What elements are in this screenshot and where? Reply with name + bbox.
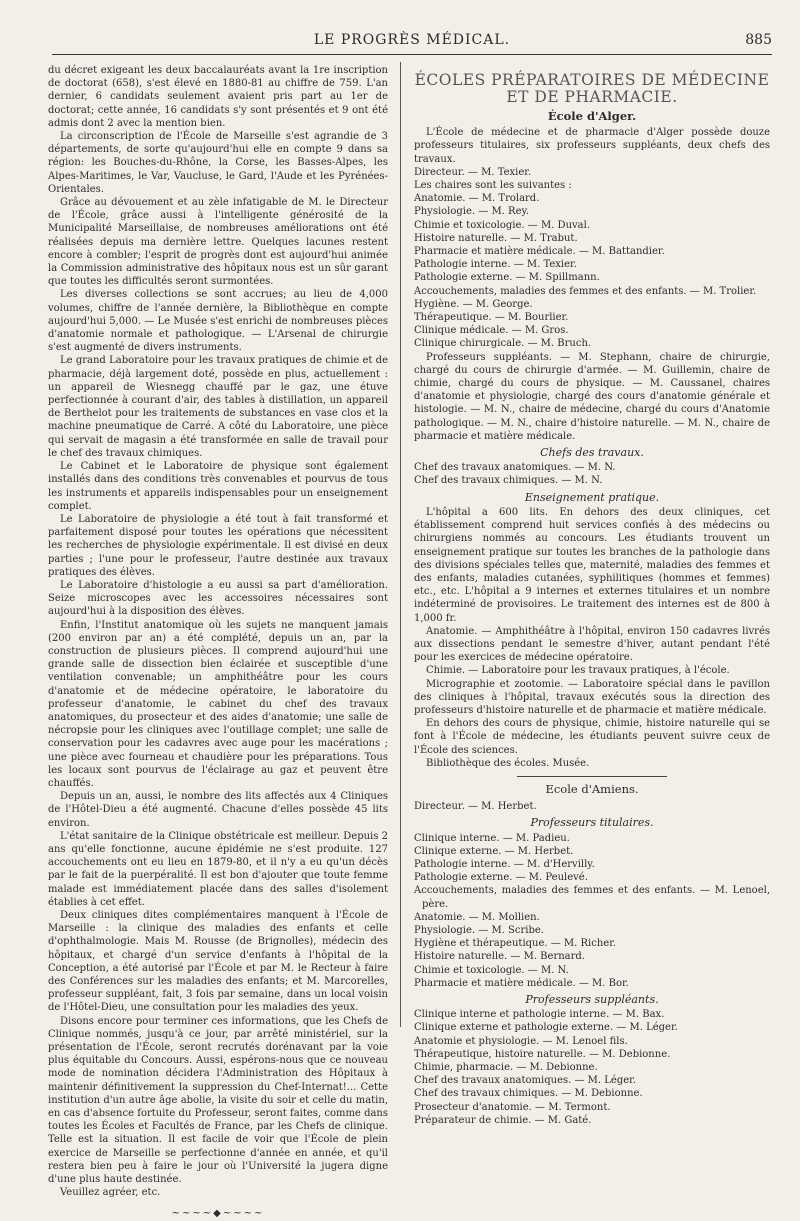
closing-line: Veuillez agréer, etc. xyxy=(60,1187,161,1199)
titulaires-title: Professeurs titulaires. xyxy=(530,816,654,830)
paragraph: du décret exigeant les deux baccalauréats avant la 1re inscription de doctorat (658), s'est élevé en 1880-81 au chiffre de 759. L'an dernier, 6 candidats seulement avaient pris part au 1er de doctorat; cette année, 16 candidats s'y sont présentés et 9 ont été admis dont 2 avec la mention bien. xyxy=(48,65,388,129)
alger-suppleants: Professeurs suppléants. — M. Stephann, chaire de chirurgie, chargé du cours de chirurgie d'armée. — M. Guillemin, chaire de chimie, chargé du cours de physique. — M. Caussanel, chaires d'anatomie et physiologie, chargé des cours d'anatomie générale et histologie. — M. N., chaire de médecine, chargé du cours d'Anatomie pathologique. — M. N., chaire d'histoire naturelle. — M. N., chaire de pharmacie et matière médicale. xyxy=(414,351,770,442)
alger-line: Physiologie. — M. Rey. xyxy=(414,206,529,218)
paragraph: Le Laboratoire de physiologie a été tout à fait transformé et parfaitement disposé pour toutes les opérations que nécessitent les recherches de physiologie expérimentale. Il est divisé en deux parties ; l'une pour le professeur, l'autre destinée aux travaux pratiques des élèves. xyxy=(48,513,388,578)
enseignement-title: Enseignement pratique. xyxy=(524,490,660,504)
enseignement-paragraph: En dehors des cours de physique, chimie, histoire naturelle qui se font à l'École de médecine, les étudiants peuvent suivre ceux de l'École des sciences. xyxy=(414,718,770,756)
chefs-title: Chefs des travaux. xyxy=(540,446,644,460)
paragraph: Enfin, l'Institut anatomique où les sujets ne manquent jamais (200 environ par an) a été complété, depuis un an, par la construction de plusieurs pièces. Il comprend aujourd'hui une grande salle de dissection bien éclairée et susceptible d'une ventilation convenable; un amphithéâtre pour les cours d'anatomie et de médecine opératoire, le laboratoire du professeur d'anatomie, le cabinet du chef des travaux anatomiques, du prosecteur et des aides d'anatomie; une salle de nécropsie pour les cliniques avec l'outillage complet; une salle de conservation pour les cadavres avec auge pour les macérations ; une pièce avec fourneau et chaudière pour les préparations. Tous les locaux sont pourvus de l'éclairage au gaz et peuvent être chauffés. xyxy=(48,619,388,789)
titulaire-line: Pathologie externe. — M. Peulevé. xyxy=(414,872,588,884)
alger-line: Pharmacie et matière médicale. — M. Battandier. xyxy=(414,246,665,258)
alger-line: Hygiène. — M. George. xyxy=(414,298,533,310)
titulaire-line: Pathologie interne. — M. d'Hervilly. xyxy=(414,858,595,870)
suppleant-line: Chef des travaux chimiques. — M. Debionne. xyxy=(414,1088,643,1100)
paragraph: Le Cabinet et le Laboratoire de physique sont également installés dans des conditions très convenables et pourvus de tous les instruments et appareils indispensables pour un enseignement complet. xyxy=(48,461,388,512)
left-column xyxy=(48,64,388,1221)
alger-lines xyxy=(414,166,770,443)
right-column xyxy=(414,64,770,1127)
titulaire-line: Clinique externe. — M. Herbet. xyxy=(414,845,574,857)
enseignement-paragraph: L'hôpital a 600 lits. En dehors des deux cliniques, cet établissement comprend huit services confiés à des médecins ou chirurgiens nommés au concours. Les étudiants trouvent un enseignement pratique sur toutes les branches de la pathologie dans des divisions spéciales telles que, maternité, maladies des femmes et des enfants, maladies cutanées, syphilitiques (hommes et femmes) etc., etc. L'hôpital a 9 internes et externes titulaires et un nombre indéterminé de provisoires. Le traitement des internes est de 800 à 1,000 fr. xyxy=(414,506,770,624)
paragraph: Le grand Laboratoire pour les travaux pratiques de chimie et de pharmacie, déjà largement doté, possède en plus, actuellement : un appareil de Wiesnegg chauffé par le gaz, une étuve perfectionnée à courant d'air, des tables à distillation, un appareil de Berthelot pour les traitements de substances en vase clos et la machine pneumatique de Carré. A côté du Laboratoire, une pièce qui servait de magasin a été transformée en salle de travail pour le chef des travaux chimiques. xyxy=(48,355,388,459)
suppleant-line: Chimie, pharmacie. — M. Debionne. xyxy=(414,1062,598,1074)
titulaire-line: Pharmacie et matière médicale. — M. Bor. xyxy=(414,977,629,989)
suppleants-title: Professeurs suppléants. xyxy=(525,993,659,1006)
alger-title: École d'Alger. xyxy=(547,109,637,123)
enseignement-paragraph: Chimie. — Laboratoire pour les travaux pratiques, à l'école. xyxy=(426,665,730,677)
paragraph: Disons encore pour terminer ces informations, que les Chefs de Clinique nommés, jusqu'à ce jour, par arrêté ministériel, sur la présentation de l'École, seront recrutés dorénavant par la voie plus équitable du Concours. Aussi, espérons-nous que ce nouveau mode de nomination décidera l'Administration des Hôpitaux à maintenir définitivement la suppression du Chef-Internat!... Cette institution d'un autre âge abolie, la visite du soir et celle du matin, en cas d'absence fortuite du Professeur, seront faites, comme dans toutes les Écoles et Facultés de France, par les Chefs de clinique. Telle est la situation. Il est facile de voir que l'École de plein exercice de Marseille se perfectionne d'année en année, et qu'il restera bien peu à faire le jour où l'Université la jugera digne d'une plus haute destinée. xyxy=(48,1015,388,1186)
enseignement-paragraph: Anatomie. — Amphithéâtre à l'hôpital, environ 150 cadavres livrés aux dissections pendant le semestre d'hiver, autant pendant l'été pour les exercices de médecine opératoire. xyxy=(414,625,770,664)
titulaire-line: Accouchements, maladies des femmes et des enfants. — M. Lenoel, père. xyxy=(414,885,770,910)
titulaire-line: Chimie et toxicologie. — M. N. xyxy=(414,964,569,976)
chef-line: Chef des travaux anatomiques. — M. N. xyxy=(414,462,616,474)
page-number: 885 xyxy=(745,32,772,48)
suppleant-line: Préparateur de chimie. — M. Gaté. xyxy=(414,1114,592,1126)
alger-line: Histoire naturelle. — M. Trabut. xyxy=(414,232,578,244)
titulaire-line: Histoire naturelle. — M. Bernard. xyxy=(414,951,585,963)
column-divider xyxy=(400,62,401,1027)
enseignement-paragraph: Bibliothèque des écoles. Musée. xyxy=(426,757,590,769)
paragraph: Grâce au dévouement et au zèle infatigable de M. le Directeur de l'École, grâce aussi à l'intelligente générosité de la Municipalité Marseillaise, de nombreuses améliorations ont été réalisées depuis ma dernière lettre. Quelques lacunes restent encore à combler; l'esprit de progrès dont est aujourd'hui animée la Commission administrative des hôpitaux nous est un sûr garant que toutes les difficultés seront surmontées. xyxy=(48,197,388,288)
suppleant-line: Clinique externe et pathologie externe. — M. Léger. xyxy=(414,1022,678,1034)
titulaire-line: Anatomie. — M. Mollien. xyxy=(414,911,540,923)
paragraph: Deux cliniques dites complémentaires manquent à l'École de Marseille : la clinique des maladies des enfants et celle d'ophthalmologie. Mais M. Rousse (de Brignolles), médecin des hôpitaux, et chargé d'un service d'enfants à l'hôpital de la Conception, a été autorisé par l'École et par M. le Recteur à faire des Conférences sur les maladies des enfants; et M. Marcorelles, professeur suppléant, fait, 3 fois par semaine, dans un local voisin de l'Hôtel-Dieu, une consultation pour les maladies des yeux. xyxy=(48,910,388,1014)
alger-line: Pathologie interne. — M. Texier. xyxy=(414,259,577,271)
page-header xyxy=(52,30,772,55)
alger-line: Thérapeutique. — M. Bourlier. xyxy=(414,312,569,324)
end-ornament: ~~~~◆~~~~ xyxy=(171,1208,265,1220)
paragraph: Les diverses collections se sont accrues; au lieu de 4,000 volumes, chiffre de l'année dernière, la Bibliothèque en compte aujourd'hui 5,000. — Le Musée s'est enrichi de nombreuses pièces d'anatomie normale et pathologique. — L'Arsenal de chirurgie s'est augmenté de divers instruments. xyxy=(48,289,388,354)
titulaire-line: Hygiène et thérapeutique. — M. Richer. xyxy=(414,938,617,950)
alger-line: Chimie et toxicologie. — M. Duval. xyxy=(414,219,590,231)
suppleant-line: Chef des travaux anatomiques. — M. Léger. xyxy=(414,1075,636,1087)
paragraph: Depuis un an, aussi, le nombre des lits affectés aux 4 Cliniques de l'Hôtel-Dieu a été augmenté. Chacune d'elles possède 45 lits environ. xyxy=(48,791,388,829)
paragraph: L'état sanitaire de la Clinique obstétricale est meilleur. Depuis 2 ans qu'elle fonctionne, aucune épidémie ne s'est produite. 127 accouchements ont eu lieu en 1879-80, et il n'y a eu qu'un décès par le fait de la puerpéralité. Il est bon d'ajouter que toute femme malade est immédiatement placée dans des salles d'isolement établies à cet effet. xyxy=(48,830,388,908)
alger-intro: L'École de médecine et de pharmacie d'Alger possède douze professeurs titulaires, six professeurs suppléants, deux chefs des travaux. xyxy=(414,127,770,165)
alger-line: Pathologie externe. — M. Spillmann. xyxy=(414,272,600,284)
alger-line: Accouchements, maladies des femmes et des enfants. — M. Trolier. xyxy=(414,285,757,297)
alger-line: Clinique chirurgicale. — M. Bruch. xyxy=(414,338,592,350)
titulaire-line: Physiologie. — M. Scribe. xyxy=(414,924,544,936)
amiens-title: Ecole d'Amiens. xyxy=(545,781,639,796)
suppleant-line: Clinique interne et pathologie interne. — M. Bax. xyxy=(414,1009,665,1021)
paragraph: Le Laboratoire d'histologie a eu aussi sa part d'amélioration. Seize microscopes avec les accessoires nécessaires sont aujourd'hui à la disposition des élèves. xyxy=(48,579,388,618)
alger-line: Directeur. — M. Texier. xyxy=(414,166,532,178)
alger-line: Clinique médicale. — M. Gros. xyxy=(414,325,569,337)
section-rule xyxy=(517,776,667,777)
journal-title: LE PROGRÈS MÉDICAL. xyxy=(313,32,511,48)
suppleant-line: Anatomie et physiologie. — M. Lenoel fils. xyxy=(414,1035,628,1047)
amiens-director: Directeur. — M. Herbet. xyxy=(414,801,537,813)
enseignement-paragraph: Micrographie et zootomie. — Laboratoire spécial dans le pavillon des cliniques à l'hôpital, travaux exécutés sous la direction des professeurs d'histoire naturelle et de pharmacie et matière médicale. xyxy=(414,678,770,716)
chef-line: Chef des travaux chimiques. — M. N. xyxy=(414,475,603,487)
section-title: ÉCOLES PRÉPARATOIRES DE MÉDECINE ET DE PHARMACIE. xyxy=(414,71,770,106)
suppleant-line: Thérapeutique, histoire naturelle. — M. Debionne. xyxy=(414,1048,671,1060)
alger-line: Les chaires sont les suivantes : xyxy=(414,180,572,192)
suppleant-line: Prosecteur d'anatomie. — M. Termont. xyxy=(414,1101,611,1113)
titulaire-line: Clinique interne. — M. Padieu. xyxy=(414,832,570,844)
alger-line: Anatomie. — M. Trolard. xyxy=(414,193,540,205)
paragraph: La circonscription de l'École de Marseille s'est agrandie de 3 départements, de sorte qu'aujourd'hui elle en compte 9 dans sa région: les Bouches-du-Rhône, la Corse, les Basses-Alpes, les Alpes-Maritimes, le Var, Vaucluse, le Gard, l'Aude et les Pyrénées-Orientales. xyxy=(48,131,388,195)
